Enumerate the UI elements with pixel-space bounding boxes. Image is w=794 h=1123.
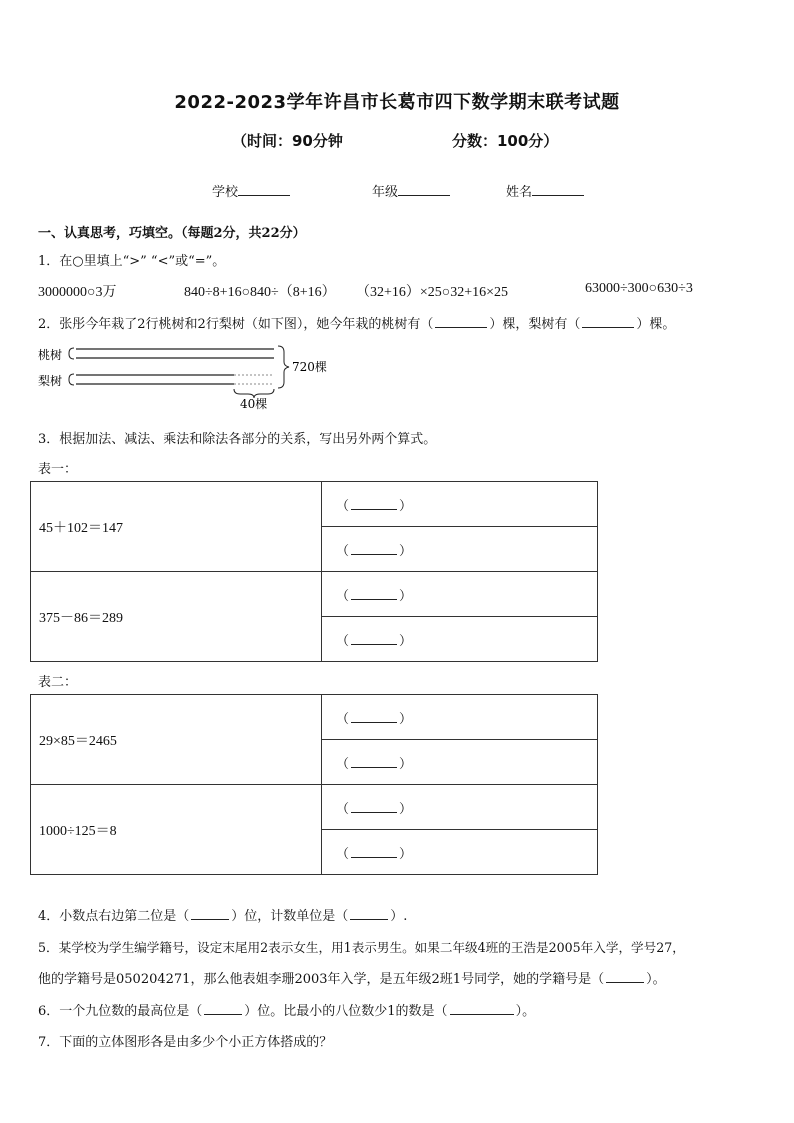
q1-item-4[interactable]: 63000÷300○630÷3 — [585, 281, 693, 296]
q1-item-3[interactable]: （32+16）×25○32+16×25 — [356, 285, 509, 300]
q4-blank-1[interactable] — [191, 908, 229, 920]
q7: 7．下面的立体图形各是由多少个小正方体搭成的？ — [38, 1035, 333, 1050]
answer-blank[interactable] — [351, 543, 397, 555]
table2-answer-cell[interactable]: （ ） — [322, 785, 598, 830]
name-field[interactable] — [506, 181, 584, 200]
school-blank[interactable] — [238, 183, 290, 196]
section-heading: 一、认真思考，巧填空。（每题2分，共22分） — [38, 226, 306, 241]
total-label: 720棵 — [292, 360, 327, 374]
table1-equation-1: 45＋102＝147 — [31, 482, 322, 572]
grade-blank[interactable] — [398, 183, 450, 196]
diff-label: 40棵 — [240, 397, 268, 411]
table2-label: 表二： — [38, 675, 78, 690]
answer-blank[interactable] — [351, 801, 397, 813]
q1-prompt: 1．在○里填上“>” “<”或“=”。 — [38, 254, 226, 269]
q1-item-2[interactable]: 840÷8+16○840÷（8+16） — [184, 285, 336, 300]
name-label: 姓名 — [506, 185, 533, 200]
table1-equation-2: 375－86＝289 — [31, 572, 322, 662]
total-brace — [278, 346, 289, 388]
table2-equation-2: 1000÷125＝8 — [31, 785, 322, 875]
table-2 — [30, 694, 598, 875]
answer-blank[interactable] — [351, 711, 397, 723]
table2-answer-cell[interactable]: （ ） — [322, 695, 598, 740]
name-blank[interactable] — [532, 183, 584, 196]
page-title: 2022-2023学年许昌市长葛市四下数学期末联考试题 — [174, 92, 620, 113]
answer-blank[interactable] — [351, 756, 397, 768]
q4-blank-2[interactable] — [350, 908, 388, 920]
pear-label: 梨树 — [38, 374, 63, 388]
time-label: （时间：90分钟 — [232, 132, 343, 150]
q5-line2: 他的学籍号是050204271，那么他表姐李珊2003年入学，是五年级2班1号同学，她的学籍号是（ ）。 — [38, 972, 666, 987]
grade-label: 年级 — [372, 185, 399, 200]
pear-brace — [69, 374, 74, 385]
table1-label: 表一： — [38, 462, 78, 477]
q6-blank-2[interactable] — [450, 1003, 514, 1015]
q3-prompt: 3．根据加法、减法、乘法和除法各部分的关系，写出另外两个算式。 — [38, 432, 437, 447]
table-1 — [30, 481, 598, 662]
q5-line1: 5．某学校为学生编学籍号，设定末尾用2表示女生，用1表示男生。如果二年级4班的王浩是2005年入学，学号27， — [38, 940, 685, 955]
peach-brace — [69, 348, 74, 359]
table2-answer-cell[interactable]: （ ） — [322, 740, 598, 785]
answer-blank[interactable] — [351, 498, 397, 510]
tree-diagram — [36, 340, 336, 412]
grade-field[interactable] — [372, 181, 450, 200]
q2-prompt: 2．张彤今年栽了2行桃树和2行梨树（如下图），她今年栽的桃树有（ ）棵，梨树有（ ）棵。 — [38, 317, 676, 332]
school-label: 学校 — [212, 185, 239, 200]
peach-label: 桃树 — [38, 348, 63, 362]
table1-answer-cell[interactable]: （ ） — [322, 482, 598, 527]
q6: 6．一个九位数的最高位是（ ）位。比最小的八位数少1的数是（ ）。 — [38, 1004, 536, 1019]
school-field[interactable] — [212, 181, 290, 200]
q6-blank-1[interactable] — [204, 1003, 242, 1015]
table1-answer-cell[interactable]: （ ） — [322, 572, 598, 617]
score-label: 分数：100分） — [452, 132, 559, 150]
table1-answer-cell[interactable]: （ ） — [322, 617, 598, 662]
answer-blank[interactable] — [351, 633, 397, 645]
q2-blank-peach[interactable] — [435, 316, 487, 328]
table2-answer-cell[interactable]: （ ） — [322, 830, 598, 875]
table1-answer-cell[interactable]: （ ） — [322, 527, 598, 572]
answer-blank[interactable] — [351, 846, 397, 858]
q5-blank[interactable] — [606, 971, 644, 983]
q4: 4．小数点右边第二位是（ ）位，计数单位是（ ）. — [38, 909, 408, 924]
table2-equation-1: 29×85＝2465 — [31, 695, 322, 785]
q2-blank-pear[interactable] — [582, 316, 634, 328]
answer-blank[interactable] — [351, 588, 397, 600]
q1-item-1[interactable]: 3000000○3万 — [38, 285, 117, 300]
